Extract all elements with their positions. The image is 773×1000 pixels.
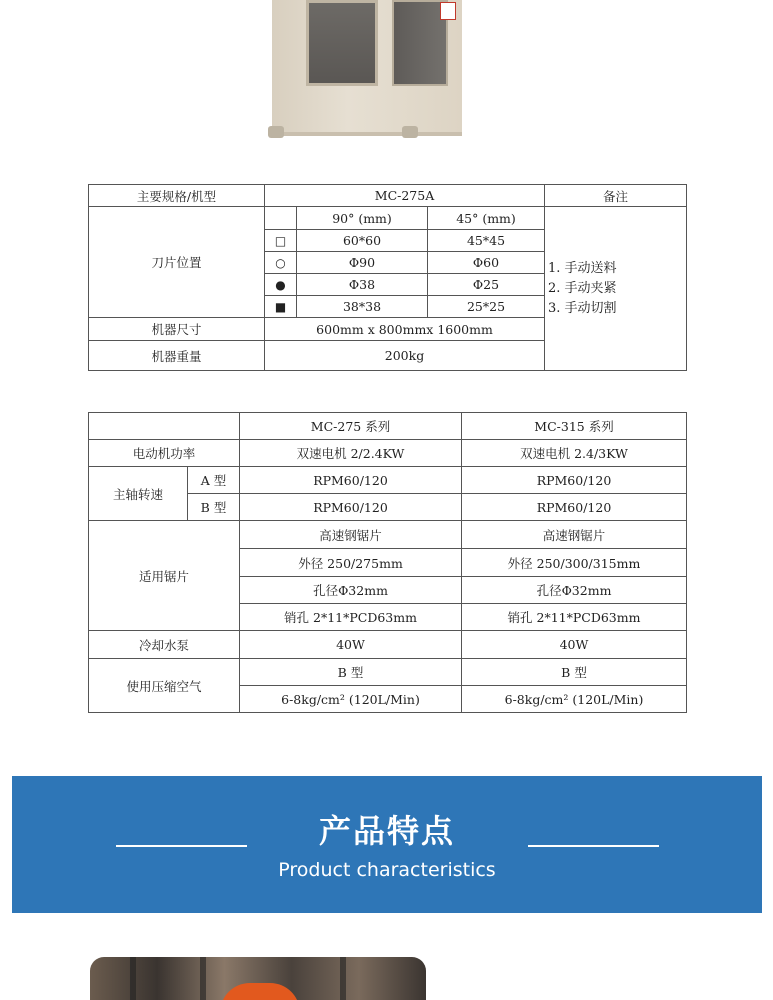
blade-b: 孔径Φ32mm [462,577,687,604]
blade-a: 外径 250/275mm [240,549,462,577]
note-item: 3. 手动切割 [548,300,617,316]
warning-label-icon [440,2,456,20]
value-90: Φ90 [297,252,428,274]
value-45: 45*45 [428,230,545,252]
type-b-label: B 型 [188,494,240,521]
blade-b: 外径 250/300/315mm [462,549,687,577]
blade-b: 销孔 2*11*PCD63mm [462,604,687,631]
value-45: Φ25 [428,274,545,296]
note-item: 1. 手动送料 [548,260,617,276]
banner-subtitle: Product characteristics [278,859,496,881]
square-outline-icon: □ [265,230,297,252]
circle-filled-icon: ● [265,274,297,296]
machine-photo [262,0,472,145]
spindle-b-a: RPM60/120 [240,494,462,521]
pump-label: 冷却水泵 [89,631,240,659]
pump-b: 40W [462,631,687,659]
angle-90-header: 90° (mm) [297,207,428,230]
circle-outline-icon: ○ [265,252,297,274]
angle-45-header: 45° (mm) [428,207,545,230]
spec-table-series [88,412,687,713]
series-a-header: MC-275 系列 [240,413,462,440]
motor-b: 双速电机 2.4/3KW [462,440,687,467]
spindle-label: 主轴转速 [89,467,188,521]
value-90: 38*38 [297,296,428,318]
blade-label: 适用锯片 [89,521,240,631]
air-label: 使用压缩空气 [89,659,240,713]
note-item: 2. 手动夹紧 [548,280,617,296]
spindle-b-b: RPM60/120 [462,494,687,521]
air-a: 6-8kg/cm² (120L/Min) [240,686,462,713]
machine-door [306,0,378,86]
section-banner [12,776,762,913]
machine-size-label: 机器尺寸 [89,318,265,341]
empty-corner [89,413,240,440]
square-filled-icon: ■ [265,296,297,318]
machine-foot-right [402,126,418,138]
machine-weight-value: 200kg [265,341,545,371]
spindle-a-b: RPM60/120 [462,467,687,494]
blade-a: 孔径Φ32mm [240,577,462,604]
blade-a: 高速钢锯片 [240,521,462,549]
machine-weight-label: 机器重量 [89,341,265,371]
blade-position-label: 刀片位置 [89,207,265,318]
spec-table-mc275a [88,184,687,371]
type-a-label: A 型 [188,467,240,494]
value-45: 25*25 [428,296,545,318]
product-photo [90,957,426,1000]
air-type-b: B 型 [462,659,687,686]
photo-detail [200,957,206,1000]
machine-foot-left [268,126,284,138]
motor-a: 双速电机 2/2.4KW [240,440,462,467]
blade-a: 销孔 2*11*PCD63mm [240,604,462,631]
air-type-a: B 型 [240,659,462,686]
pump-a: 40W [240,631,462,659]
blade-b: 高速钢锯片 [462,521,687,549]
value-45: Φ60 [428,252,545,274]
machine-size-value: 600mm x 800mmx 1600mm [265,318,545,341]
header-spec: 主要规格/机型 [89,185,265,207]
air-b: 6-8kg/cm² (120L/Min) [462,686,687,713]
spindle-a-a: RPM60/120 [240,467,462,494]
value-90: 60*60 [297,230,428,252]
empty-cell [265,207,297,230]
banner-title: 产品特点 [318,812,455,850]
photo-detail [340,957,346,1000]
value-90: Φ38 [297,274,428,296]
motor-label: 电动机功率 [89,440,240,467]
series-b-header: MC-315 系列 [462,413,687,440]
header-model: MC-275A [265,185,545,207]
photo-detail [130,957,136,1000]
header-notes: 备注 [545,185,687,207]
notes-cell [545,207,687,371]
photo-orange-part [220,983,300,1000]
